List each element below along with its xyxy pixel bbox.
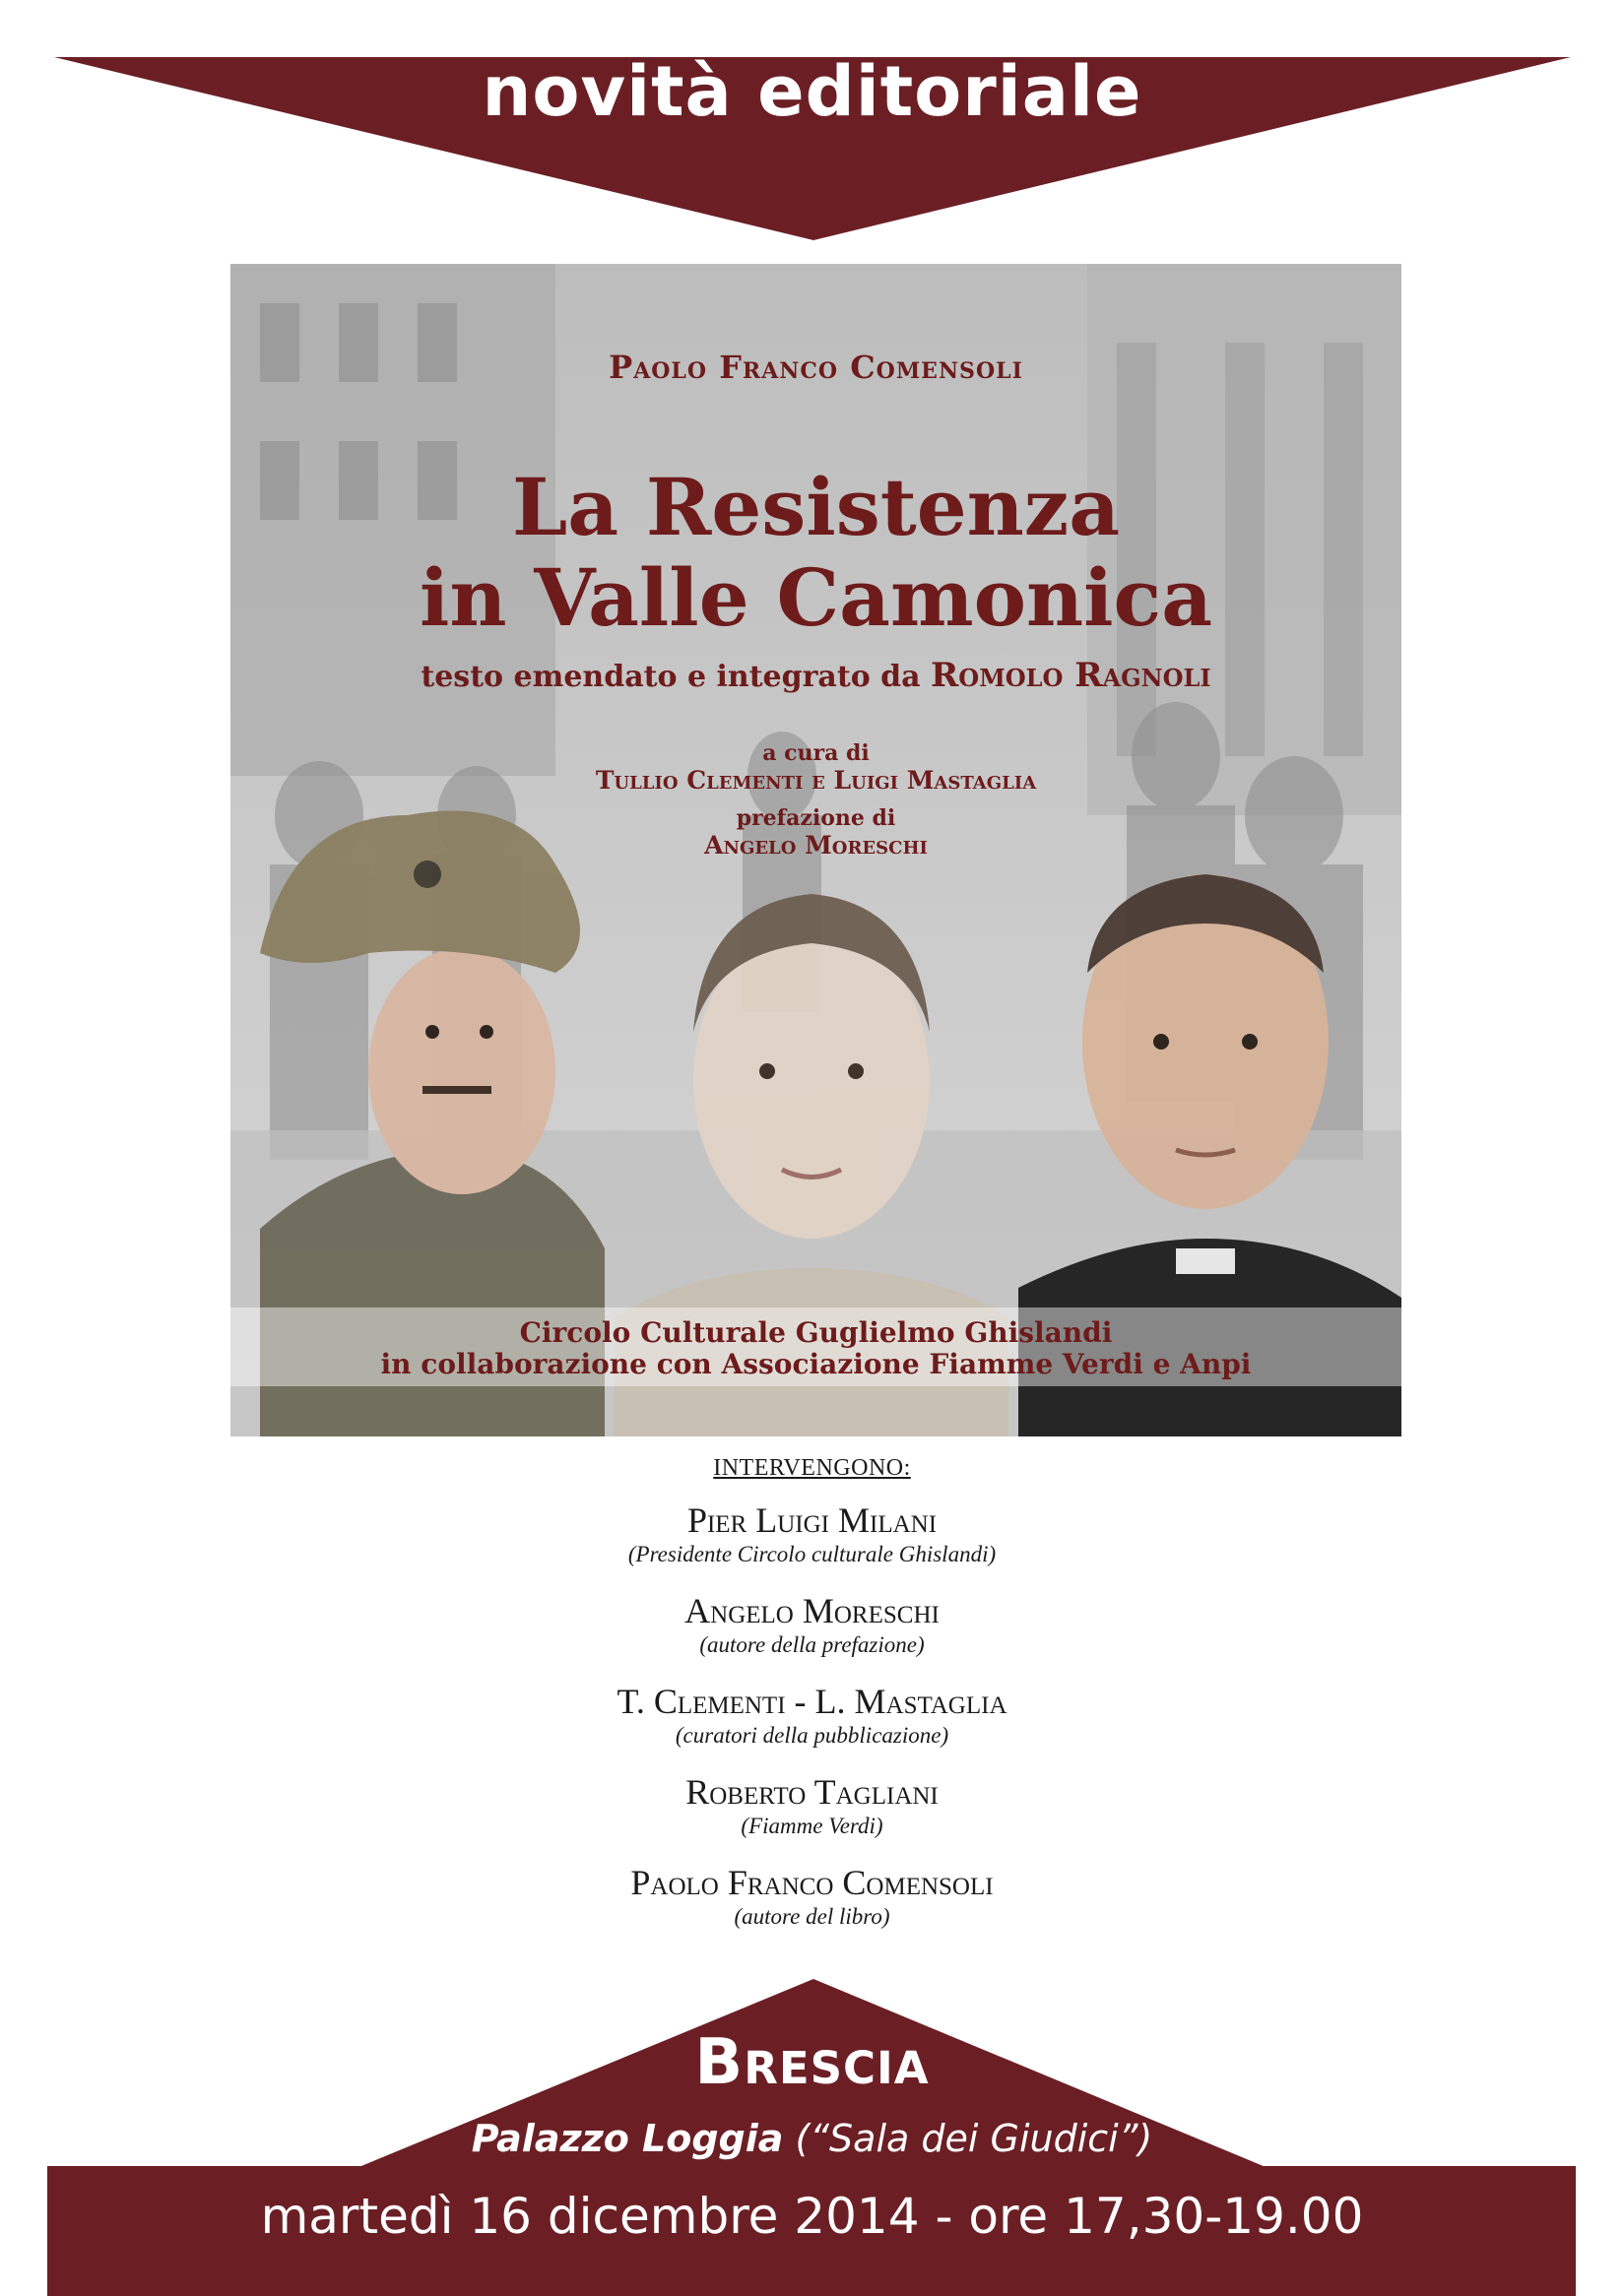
speaker-role: (autore della prefazione) — [699, 1632, 925, 1657]
venue-room: (“Sala dei Giudici”) — [795, 2117, 1153, 2160]
speakers-heading: INTERVENGONO: — [713, 1455, 911, 1481]
book-title-line1: La Resistenza — [511, 461, 1121, 553]
speaker-name: Pier Luigi Milani — [686, 1500, 938, 1540]
speaker-name: Roberto Tagliani — [685, 1772, 939, 1812]
event-datetime: martedì 16 dicembre 2014 - ore 17,30-19.00 — [260, 2188, 1364, 2245]
speaker-role: (autore del libro) — [734, 1904, 890, 1929]
speaker-role: (curatori della pubblicazione) — [675, 1723, 949, 1748]
header-title: novità editoriale — [482, 51, 1142, 132]
curated-label: a cura di — [762, 740, 870, 766]
subtitle-name: Romolo Ragnoli — [931, 656, 1211, 695]
speaker-role: (Presidente Circolo culturale Ghislandi) — [627, 1542, 997, 1566]
preface-author: Angelo Moreschi — [704, 831, 928, 860]
book-author: Paolo Franco Comensoli — [609, 349, 1023, 386]
event-venue — [0, 2117, 1624, 2160]
speaker-name: T. Clementi - L. Mastaglia — [617, 1682, 1007, 1721]
speakers-section — [0, 1455, 1624, 1952]
book-title-line2: in Valle Camonica — [419, 551, 1213, 644]
venue-name: Palazzo Loggia — [471, 2117, 784, 2160]
curators: Tullio Clementi e Luigi Mastaglia — [595, 766, 1037, 795]
subtitle-prefix: testo emendato e integrato da — [421, 660, 921, 694]
speaker-name: Paolo Franco Comensoli — [630, 1863, 994, 1902]
book-cover — [230, 264, 1401, 1436]
book-subtitle — [230, 656, 1401, 695]
speaker-name: Angelo Moreschi — [684, 1591, 940, 1630]
organizer-line2: in collaborazione con Associazione Fiamme Verdi e Anpi — [380, 1348, 1252, 1380]
organizer-line1: Circolo Culturale Guglielmo Ghislandi — [519, 1316, 1113, 1349]
speaker-role: (Fiamme Verdi) — [741, 1814, 883, 1838]
preface-label: prefazione di — [736, 805, 896, 831]
event-city: Brescia — [694, 2026, 930, 2099]
